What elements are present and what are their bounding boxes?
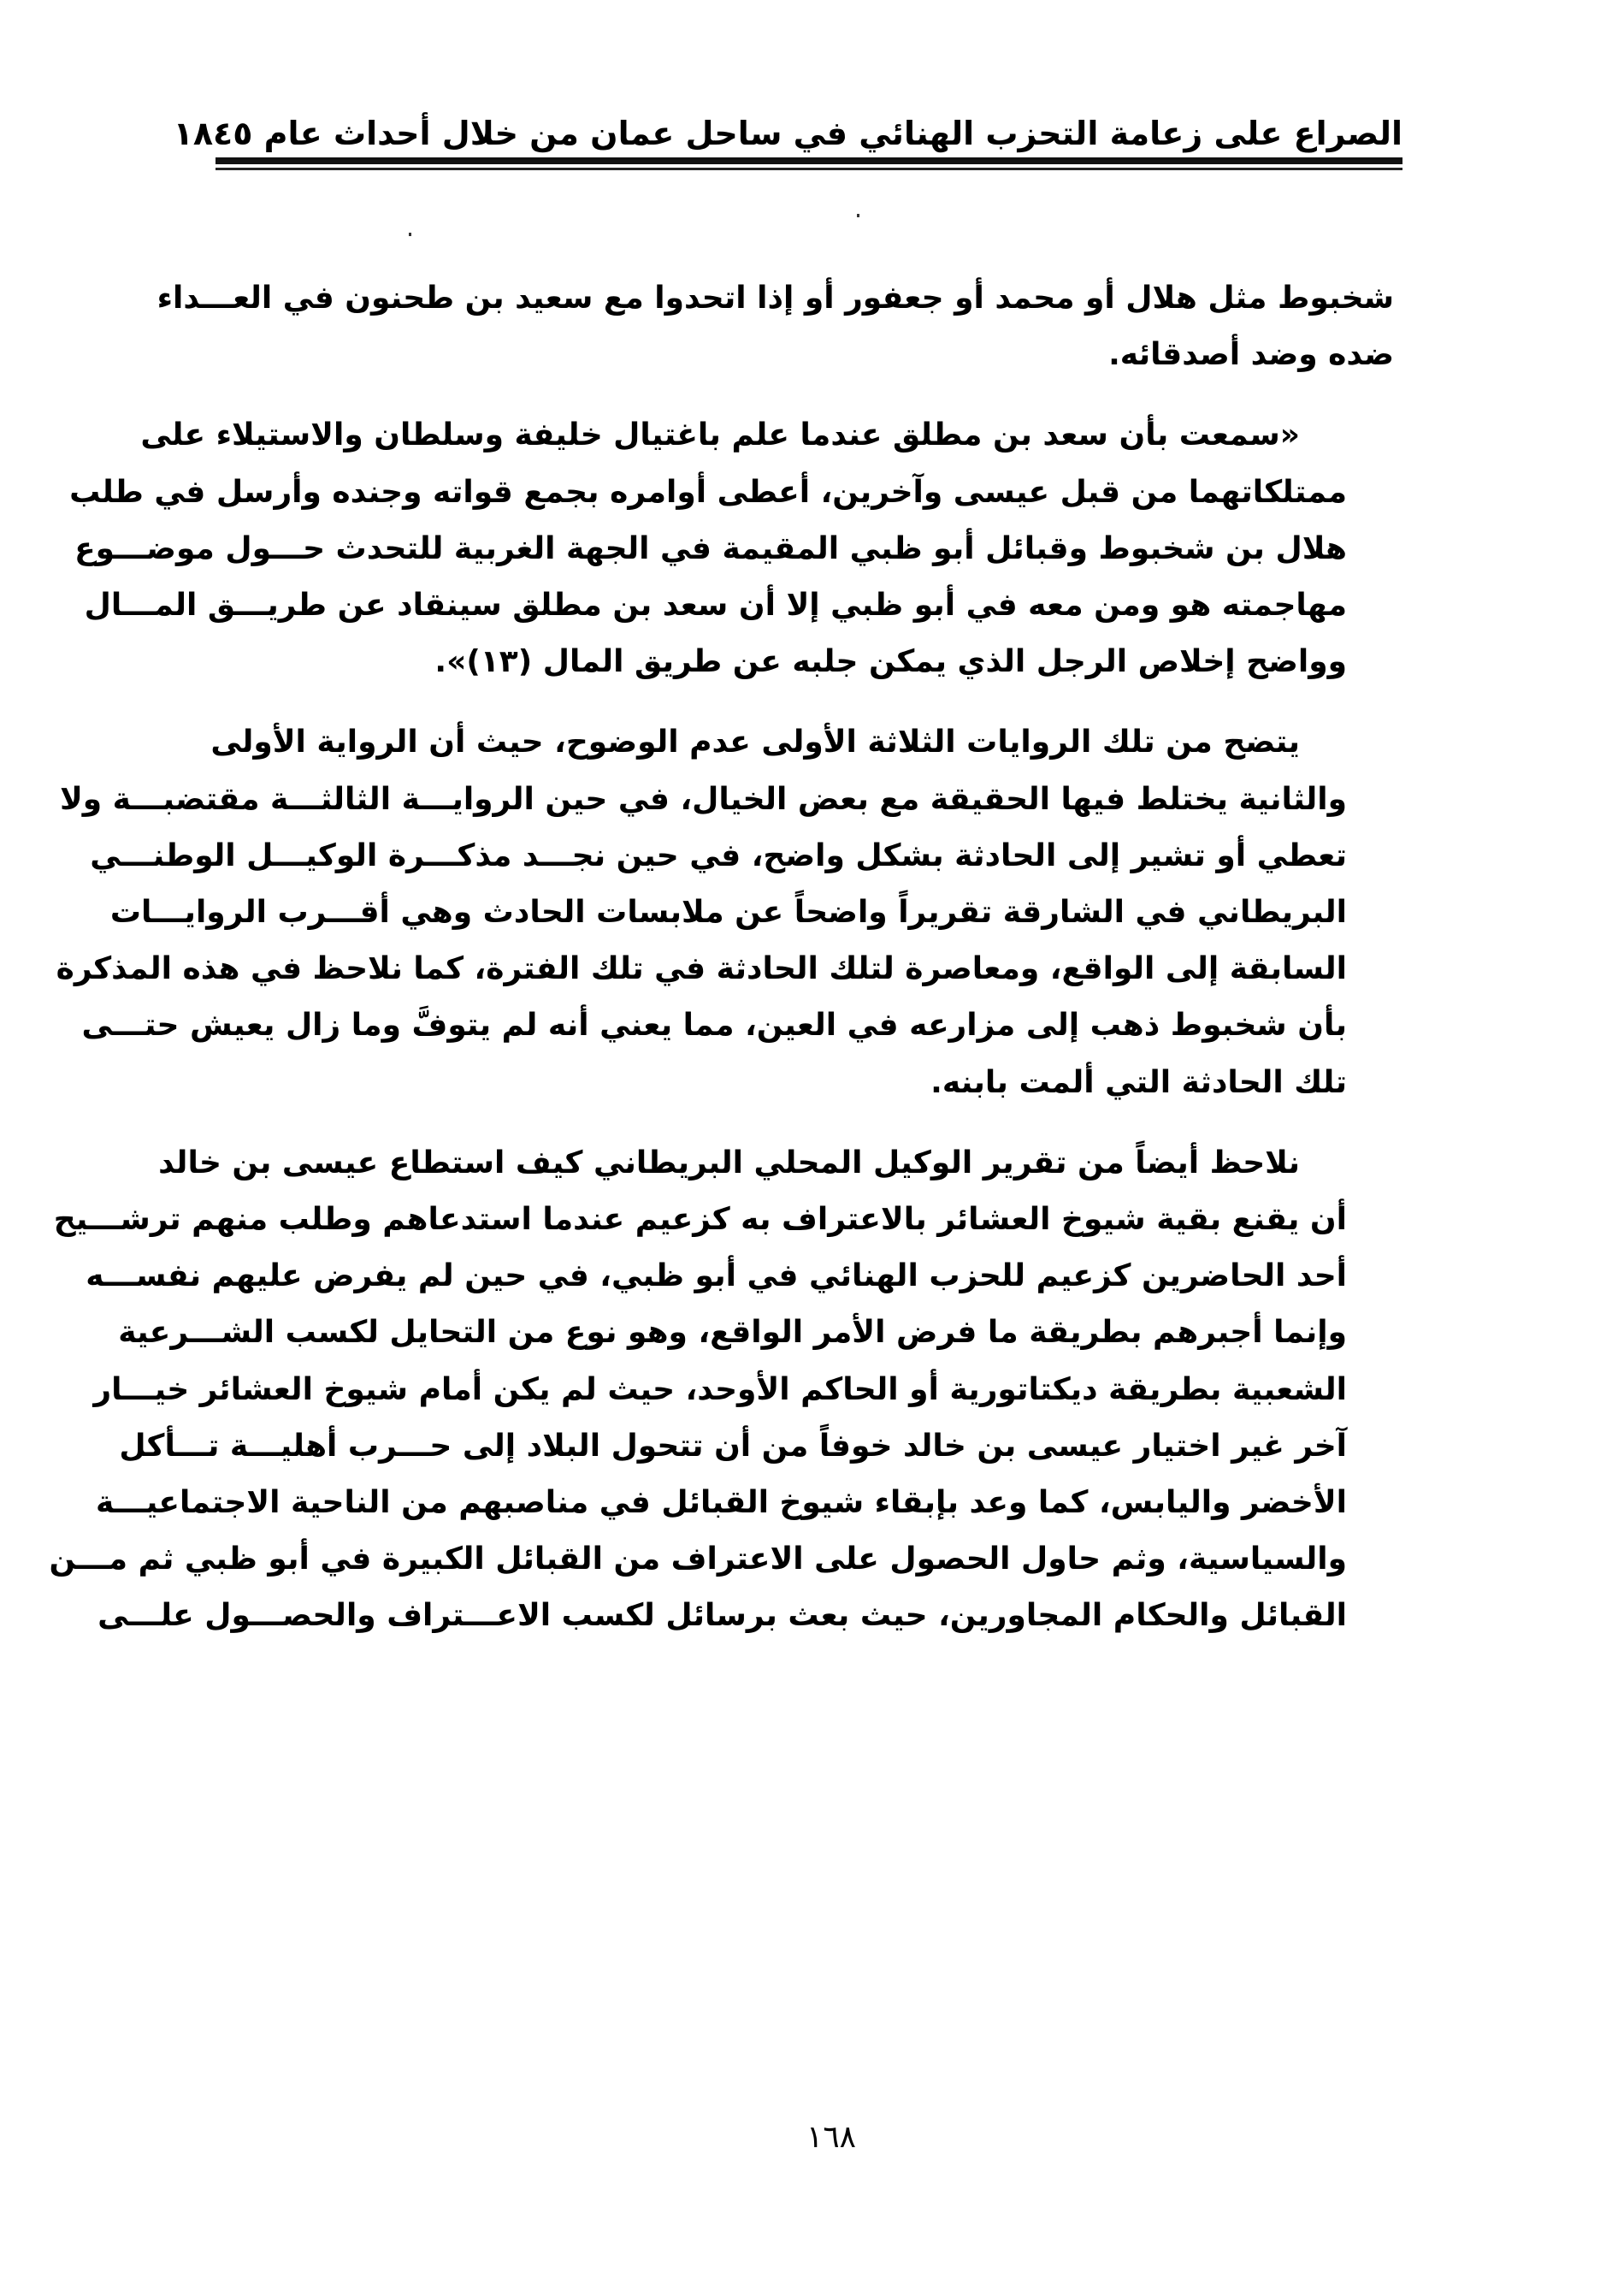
text-line: تلك الحادثة التي ألمت بابنه. bbox=[930, 1064, 1347, 1100]
paragraph-1 bbox=[156, 270, 1394, 383]
text-line: الشعبية بطريقة ديكتاتورية أو الحاكم الأوحد، حيث لم يكن أمام شيوخ العشائر خيـــار bbox=[93, 1371, 1347, 1407]
body-text bbox=[49, 270, 1394, 1669]
text-line: تعطي أو تشير إلى الحادثة بشكل واضح، في حين نجـــد مذكـــرة الوكيـــل الوطنـــي bbox=[90, 837, 1347, 873]
text-line: مهاجمته هو ومن معه في أبو ظبي إلا أن سعد بن مطلق سينقاد عن طريـــق المـــال bbox=[84, 588, 1347, 624]
text-line: الأخضر واليابس، كما وعد بإبقاء شيوخ القبائل في مناصبهم من الناحية الاجتماعيـــة bbox=[95, 1485, 1347, 1521]
scan-speck bbox=[409, 233, 411, 236]
text-line: وواضح إخلاص الرجل الذي يمكن جلبه عن طريق المال (١٣)». bbox=[434, 644, 1347, 680]
text-line: هلال بن شخبوط وقبائل أبو ظبي المقيمة في الجهة الغربية للتحدث حـــول موضـــوع bbox=[74, 530, 1347, 566]
paragraph-3 bbox=[56, 714, 1394, 1110]
header-rule-thin bbox=[216, 168, 1402, 170]
text-line: أن يقنع بقية شيوخ العشائر بالاعتراف به كزعيم عندما استدعاهم وطلب منهم ترشـــيح bbox=[53, 1202, 1347, 1238]
header-double-rule bbox=[216, 157, 1402, 170]
text-line: آخر غير اختيار عيسى بن خالد خوفاً من أن تتحول البلاد إلى حـــرب أهليـــة تـــأكل bbox=[119, 1428, 1347, 1464]
text-line: ضده وضد أصدقائه. bbox=[1108, 337, 1394, 373]
text-line: أحد الحاضرين كزعيم للحزب الهنائي في أبو ظبي، في حين لم يفرض عليهم نفســـه bbox=[86, 1258, 1347, 1294]
text-line: القبائل والحكام المجاورين، حيث بعث برسائل لكسب الاعـــتراف والحصـــول علـــى bbox=[97, 1598, 1347, 1634]
running-header-title: الصراع على زعامة التحزب الهنائي في ساحل عمان من خلال أحداث عام ١٨٤٥ bbox=[173, 115, 1402, 152]
text-line: «سمعت بأن سعد بن مطلق عندما علم باغتيال خليفة وسلطان والاستيلاء على bbox=[140, 417, 1300, 453]
scan-speck bbox=[857, 214, 859, 217]
paragraph-2-quote bbox=[69, 407, 1394, 690]
page-number bbox=[0, 2120, 1618, 2155]
text-line: نلاحظ أيضاً من تقرير الوكيل المحلي البريطاني كيف استطاع عيسى بن خالد bbox=[158, 1145, 1300, 1181]
text-line: والثانية يختلط فيها الحقيقة مع بعض الخيال، في حين الروايـــة الثالثـــة مقتضبـــة ولا bbox=[59, 781, 1347, 817]
running-header bbox=[173, 109, 1402, 161]
text-line: وإنما أجبرهم بطريقة ما فرض الأمر الواقع، وهو نوع من التحايل لكسب الشـــرعية bbox=[118, 1315, 1347, 1351]
text-line: ممتلكاتهما من قبل عيسى وآخرين، أعطى أوامره بجمع قواته وجنده وأرسل في طلب bbox=[69, 474, 1347, 510]
text-line: البريطاني في الشارقة تقريراً واضحاً عن ملابسات الحادث وهي أقـــرب الروايـــات bbox=[109, 895, 1347, 931]
page-number-text: ١٦٨ bbox=[806, 2120, 856, 2155]
text-line: شخبوط مثل هلال أو محمد أو جعفور أو إذا اتحدوا مع سعيد بن طحنون في العـــداء bbox=[156, 281, 1394, 316]
header-rule-thick bbox=[216, 157, 1402, 164]
text-line: والسياسية، وثم حاول الحصول على الاعتراف من القبائل الكبيرة في أبو ظبي ثم مـــن bbox=[49, 1542, 1347, 1577]
text-line: بأن شخبوط ذهب إلى مزارعه في العين، مما يعني أنه لم يتوفَّ وما زال يعيش حتـــى bbox=[81, 1008, 1347, 1044]
paragraph-4 bbox=[49, 1135, 1394, 1645]
text-line: السابقة إلى الواقع، ومعاصرة لتلك الحادثة في تلك الفترة، كما نلاحظ في هذه المذكرة bbox=[56, 951, 1347, 987]
text-line: يتضح من تلك الروايات الثلاثة الأولى عدم الوضوح، حيث أن الرواية الأولى bbox=[210, 725, 1300, 760]
